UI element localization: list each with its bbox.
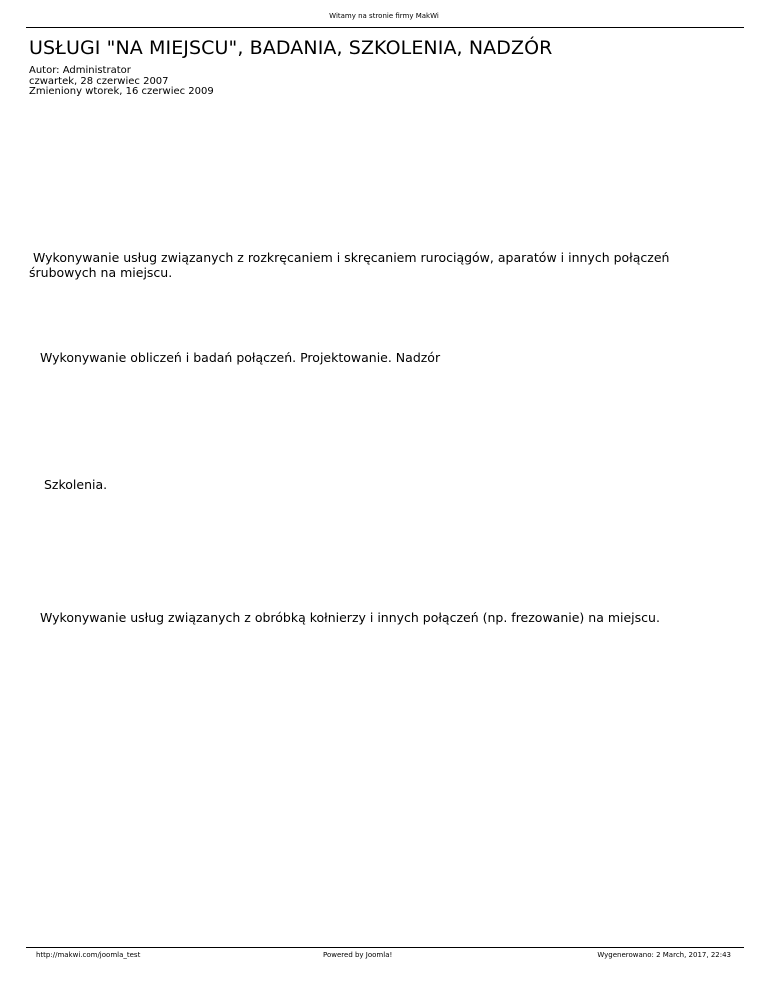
article-title: USŁUGI "NA MIEJSCU", BADANIA, SZKOLENIA, NADZÓR (29, 37, 553, 59)
header-divider (26, 27, 744, 28)
paragraph-calculations: Wykonywanie obliczeń i badań połączeń. Projektowanie. Nadzór (40, 350, 441, 365)
paragraph-training: Szkolenia. (44, 477, 108, 492)
footer-url: http://makwi.com/joomla_test (36, 951, 141, 959)
paragraph-flange-machining: Wykonywanie usług związanych z obróbką kołnierzy i innych połączeń (np. frezowanie) na miejscu. (40, 610, 660, 625)
article-created-date: czwartek, 28 czerwiec 2007 (29, 75, 169, 87)
footer-powered-by: Powered by Joomla! (323, 951, 393, 959)
footer-divider (26, 947, 744, 948)
article-meta (29, 66, 214, 98)
article-author: Autor: Administrator (29, 65, 131, 76)
site-title: Witamy na stronie firmy MakWi (329, 12, 439, 20)
article-modified-date: Zmieniony wtorek, 16 czerwiec 2009 (29, 86, 214, 97)
footer-generated-date: Wygenerowano: 2 March, 2017, 22:43 (597, 951, 731, 959)
paragraph-on-site-bolting: Wykonywanie usług związanych z rozkręcaniem i skręcaniem rurociągów, aparatów i innych połączeń śrubowych na miejscu. (29, 250, 670, 280)
